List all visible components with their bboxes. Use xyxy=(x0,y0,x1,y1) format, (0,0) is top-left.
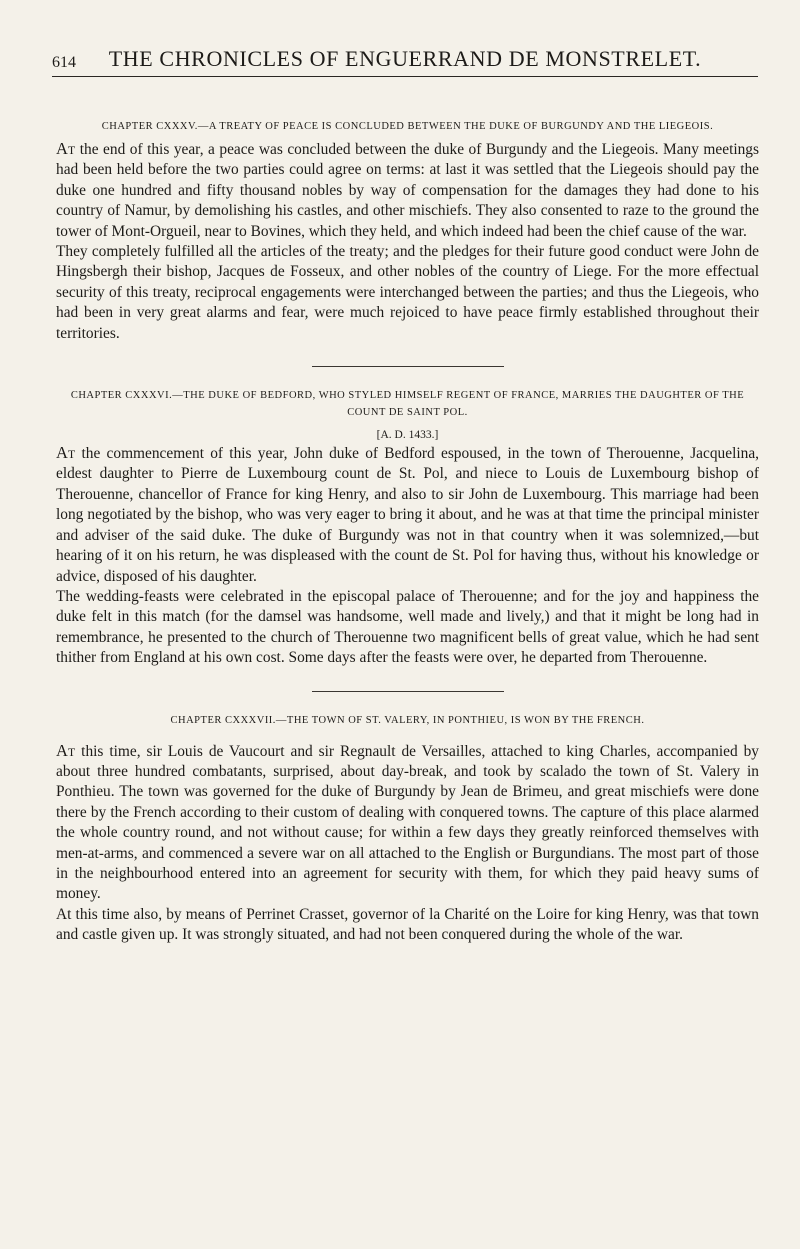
paragraph xyxy=(56,443,759,587)
chapter-heading: CHAPTER CXXXVI.—THE DUKE OF BEDFORD, WHO STYLED HIMSELF REGENT OF FRANCE, MARRIES THE DAUGHTER OF THE COUNT DE SAINT POL. xyxy=(70,390,745,419)
paragraph: The wedding-feasts were celebrated in the episcopal palace of Therouenne; and for the joy and happiness the duke felt in this match (for the damsel was handsome, well made and lively,) and that it might be long had in remembrance, he presented to the church of Therouenne two magnificent bells of great value, which he had sent thither from England at his own cost. Some days after the feasts were over, he departed from Therouenne. xyxy=(56,587,759,667)
lead-word: At xyxy=(56,740,76,760)
paragraph-text: the commencement of this year, John duke of Bedford espoused, in the town of Therouenne, Jacquelina, eldest daughter to Pierre de Luxembourg count de St. Pol, and niece to Louis de Luxembourg bishop of Therouenne, chancellor of France for king Henry, and also to sir John de Luxembourg. This marriage had been long negotiated by the bishop, who was very eager to bring it about, and he was at that time the principal minister and adviser of the said duke. The duke of Burgundy was not in that country when it was solemnized,—but hearing of it on his return, he was displeased with the count de St. Pol for having thus, without his knowledge or advice, disposed of his daughter. xyxy=(56,445,759,585)
chapter-cxxxv xyxy=(56,118,759,344)
date-line: [A. D. 1433.] xyxy=(376,429,439,442)
paragraph-text: this time, sir Louis de Vaucourt and sir Regnault de Versailles, attached to king Charles, accompanied by about three hundred combatants, surprised, about day-break, and took by scalado the town of St. Valery in Ponthieu. The town was governed for the duke of Burgundy by Jean de Brimeu, and great mischiefs were done there by the French according to their custom of dealing with conquered towns. The capture of this place alarmed the whole country round, and not without cause; for within a few days they greatly reinforced themselves with men-at-arms, and commenced a severe war on all attached to the English or Burgundians. The most part of those in the neighbourhood entered into an agreement for security with them, for which they paid heavy sums of money. xyxy=(56,742,759,903)
chapter-cxxxvii xyxy=(56,712,759,946)
page-number: 614 xyxy=(52,54,76,71)
page-content xyxy=(56,118,759,946)
running-title: THE CHRONICLES OF ENGUERRAND DE MONSTRELET. xyxy=(108,46,702,71)
running-header xyxy=(52,46,758,77)
paragraph xyxy=(56,139,759,242)
lead-word: At xyxy=(56,443,76,463)
chapter-cxxxvi xyxy=(56,387,759,668)
paragraph-text: the end of this year, a peace was concluded between the duke of Burgundy and the Liegeois. Many meetings had been held before the two parties could agree on terms: at last it was settled that the Liegeois should pay the duke one hundred and fifty thousand nobles by way of compensation for the damages they had done to his country of Namur, by demolishing his castles, and other mischiefs. They also consented to raze to the ground the tower of Mont-Orgueil, near to Bovines, which they held, and which indeed had been the chief cause of the war. xyxy=(56,141,759,240)
section-divider xyxy=(312,691,504,692)
paragraph: They completely fulfilled all the articles of the treaty; and the pledges for their future good conduct were John de Hingsbergh their bishop, Jacques de Fosseux, and other nobles of the country of Liege. For the more effectual security of this treaty, reciprocal engagements were interchanged between the parties; and thus the Liegeois, who had been in very great alarms and fear, were much rejoiced to have peace firmly established throughout their territories. xyxy=(56,243,759,342)
section-divider xyxy=(312,366,504,367)
chapter-heading: CHAPTER CXXXV.—A TREATY OF PEACE IS CONCLUDED BETWEEN THE DUKE OF BURGUNDY AND THE LIEGEOIS. xyxy=(101,121,714,132)
paragraph: At this time also, by means of Perrinet Crasset, governor of la Charité on the Loire for king Henry, was that town and castle given up. It was strongly situated, and had not been conquered during the whole of the war. xyxy=(56,905,759,944)
paragraph xyxy=(56,741,759,905)
chapter-heading: CHAPTER CXXXVII.—THE TOWN OF ST. VALERY, IN PONTHIEU, IS WON BY THE FRENCH. xyxy=(170,714,645,726)
lead-word: At xyxy=(56,139,76,158)
